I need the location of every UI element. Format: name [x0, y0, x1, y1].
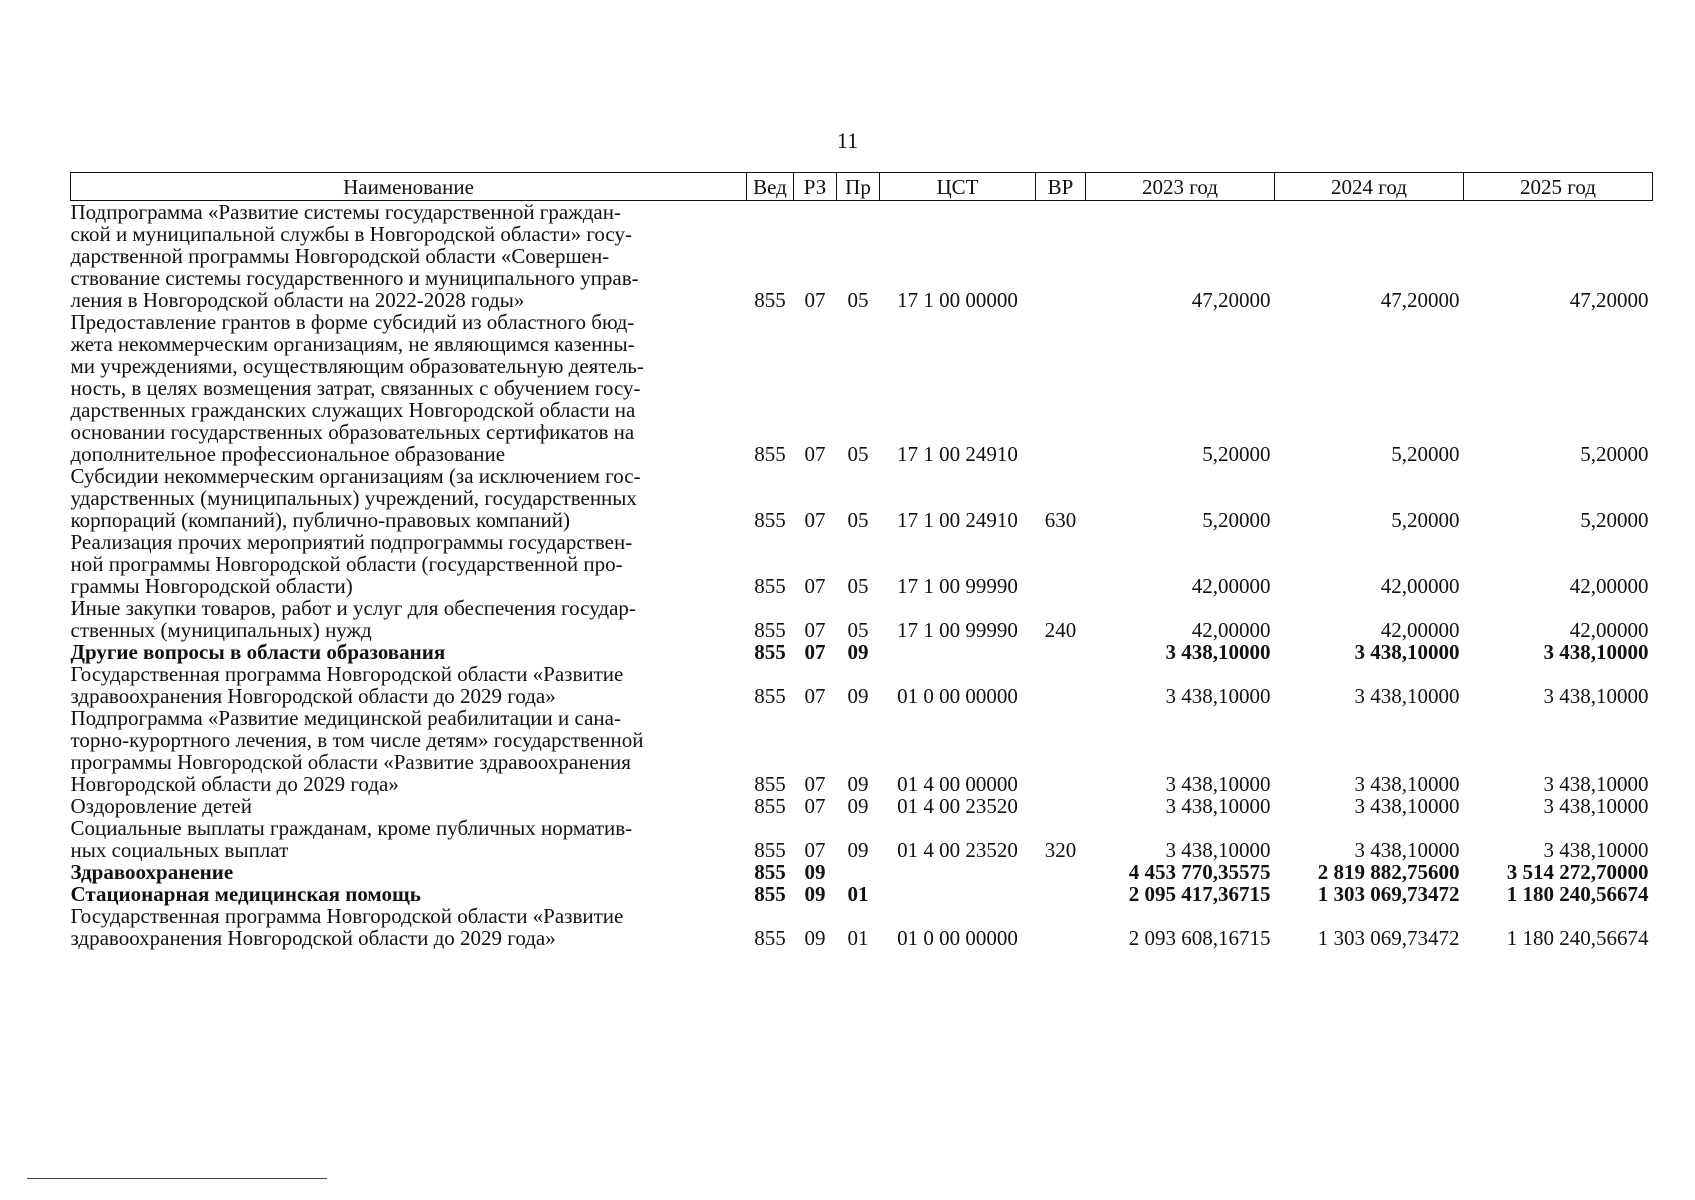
cell-ved: 855	[754, 838, 786, 862]
name-line: ной программы Новгородской области (государственной про-	[70, 552, 623, 576]
cell-cst: 17 1 00 00000	[897, 288, 1018, 312]
name-line: Государственная программа Новгородской области «Развитие	[70, 904, 624, 928]
cell-rz: 09	[804, 926, 826, 950]
cell-pr: 05	[847, 508, 869, 532]
cell-vr	[1036, 707, 1086, 795]
cell-vr	[1036, 795, 1086, 817]
cell-rz: 07	[804, 574, 826, 598]
cell-pr: 01	[847, 882, 869, 906]
table-row	[71, 707, 1653, 795]
name-line: корпораций (компаний), публично-правовых компаний)	[70, 508, 570, 532]
cell-cst: 17 1 00 99990	[897, 618, 1018, 642]
table-row	[71, 663, 1653, 707]
cell-ved: 855	[754, 794, 786, 818]
cell-2024: 5,20000	[1391, 442, 1460, 466]
cell-2024: 2 819 882,75600	[1317, 860, 1460, 884]
header-vr: ВР	[1036, 173, 1086, 201]
table-row	[71, 465, 1653, 531]
header-2023: 2023 год	[1086, 173, 1275, 201]
name-line: ударственных (муниципальных) учреждений, государственных	[70, 486, 637, 510]
cell-2023: 3 438,10000	[1165, 772, 1271, 796]
cell-pr	[837, 861, 880, 883]
cell-2025: 3 514 272,70000	[1506, 860, 1649, 884]
cell-2024: 3 438,10000	[1354, 640, 1460, 664]
cell-cst: 01 4 00 23520	[897, 838, 1018, 862]
cell-2023: 5,20000	[1202, 442, 1271, 466]
table-row	[71, 311, 1653, 465]
cell-rz: 07	[804, 508, 826, 532]
name-line: Предоставление грантов в форме субсидий из областного бюд-	[70, 310, 635, 334]
cell-2025: 42,00000	[1569, 574, 1649, 598]
table-row	[71, 201, 1653, 312]
cell-name	[71, 641, 747, 663]
header-2024: 2024 год	[1275, 173, 1464, 201]
cell-vr	[1036, 883, 1086, 905]
cell-cst: 17 1 00 24910	[897, 508, 1018, 532]
cell-2023: 3 438,10000	[1165, 640, 1271, 664]
cell-cst	[880, 641, 1036, 663]
cell-2025: 47,20000	[1569, 288, 1649, 312]
cell-ved: 855	[754, 640, 786, 664]
cell-2025: 1 180 240,56674	[1506, 882, 1649, 906]
budget-table	[70, 172, 1653, 949]
cell-pr: 09	[847, 838, 869, 862]
name-line: жета некоммерческим организациям, не являющимся казенны-	[70, 332, 635, 356]
cell-ved: 855	[754, 926, 786, 950]
cell-pr: 05	[847, 288, 869, 312]
table-row	[71, 817, 1653, 861]
cell-2023: 42,00000	[1191, 574, 1271, 598]
cell-ved: 855	[754, 772, 786, 796]
cell-2023: 3 438,10000	[1165, 684, 1271, 708]
cell-cst	[880, 883, 1036, 905]
cell-2024: 42,00000	[1380, 574, 1460, 598]
cell-2023: 3 438,10000	[1165, 794, 1271, 818]
cell-vr	[1036, 531, 1086, 597]
cell-name	[71, 465, 747, 531]
name-line: дарственных гражданских служащих Новгородской области на	[70, 398, 636, 422]
cell-2025: 5,20000	[1580, 442, 1649, 466]
cell-rz: 09	[804, 882, 826, 906]
name-line: Субсидии некоммерческим организациям (за исключением гос-	[70, 464, 641, 488]
name-line: дополнительное профессиональное образование	[70, 442, 506, 466]
name-line: ской и муниципальной службы в Новгородской области» госу-	[70, 222, 632, 246]
name-line: ственных (муниципальных) нужд	[70, 618, 372, 642]
cell-2025: 1 180 240,56674	[1506, 926, 1649, 950]
cell-2023: 4 453 770,35575	[1128, 860, 1271, 884]
name-line: здравоохранения Новгородской области до 2029 года»	[70, 926, 556, 950]
cell-name	[71, 311, 747, 465]
cell-2023: 3 438,10000	[1165, 838, 1271, 862]
name-line: ления в Новгородской области на 2022-2028 годы»	[70, 288, 525, 312]
header-name: Наименование	[71, 173, 747, 201]
name-line: здравоохранения Новгородской области до 2029 года»	[70, 684, 556, 708]
cell-pr: 09	[847, 794, 869, 818]
cell-name	[71, 795, 747, 817]
cell-2025: 3 438,10000	[1543, 640, 1649, 664]
cell-2024: 47,20000	[1380, 288, 1460, 312]
cell-cst: 01 4 00 00000	[897, 772, 1018, 796]
cell-ved: 855	[754, 288, 786, 312]
cell-cst: 01 0 00 00000	[897, 684, 1018, 708]
cell-pr: 09	[847, 772, 869, 796]
cell-cst: 17 1 00 99990	[897, 574, 1018, 598]
name-line: дарственной программы Новгородской области «Совершен-	[70, 244, 610, 268]
cell-2025: 3 438,10000	[1543, 794, 1649, 818]
cell-pr: 09	[847, 640, 869, 664]
table-row	[71, 597, 1653, 641]
cell-2023: 42,00000	[1191, 618, 1271, 642]
cell-2025: 3 438,10000	[1543, 838, 1649, 862]
cell-name	[71, 707, 747, 795]
cell-pr: 01	[847, 926, 869, 950]
table-header-row	[71, 173, 1653, 201]
header-ved: Вед	[747, 173, 794, 201]
cell-ved: 855	[754, 860, 786, 884]
cell-ved: 855	[754, 442, 786, 466]
cell-2024: 1 303 069,73472	[1317, 882, 1460, 906]
cell-name	[71, 531, 747, 597]
cell-ved: 855	[754, 684, 786, 708]
header-cst: ЦСТ	[880, 173, 1036, 201]
name-line: Оздоровление детей	[70, 794, 252, 818]
cell-2024: 3 438,10000	[1354, 772, 1460, 796]
cell-rz: 07	[804, 618, 826, 642]
cell-name	[71, 201, 747, 312]
name-line: граммы Новгородской области)	[70, 574, 353, 598]
cell-name	[71, 905, 747, 949]
cell-ved: 855	[754, 618, 786, 642]
cell-rz: 07	[804, 794, 826, 818]
cell-vr	[1036, 905, 1086, 949]
name-line: Государственная программа Новгородской области «Развитие	[70, 662, 624, 686]
name-line: Подпрограмма «Развитие системы государственной граждан-	[70, 200, 621, 224]
cell-vr: 240	[1044, 618, 1077, 642]
table-body	[71, 201, 1653, 950]
table-row	[71, 641, 1653, 663]
name-line: ми учреждениями, осуществляющим образовательную деятель-	[70, 354, 644, 378]
footer-rule	[27, 1178, 327, 1179]
cell-2024: 3 438,10000	[1354, 838, 1460, 862]
name-line: Новгородской области до 2029 года»	[70, 772, 399, 796]
cell-rz: 07	[804, 640, 826, 664]
cell-ved: 855	[754, 508, 786, 532]
table-row	[71, 861, 1653, 883]
name-line: Иные закупки товаров, работ и услуг для обеспечения государ-	[70, 596, 636, 620]
cell-2025: 3 438,10000	[1543, 772, 1649, 796]
name-line: торно-курортного лечения, в том числе детям» государственной	[70, 728, 644, 752]
cell-rz: 09	[804, 860, 826, 884]
name-line: Социальные выплаты гражданам, кроме публичных норматив-	[70, 816, 633, 840]
table-row	[71, 795, 1653, 817]
cell-rz: 07	[804, 684, 826, 708]
cell-name	[71, 663, 747, 707]
header-pr: Пр	[837, 173, 880, 201]
cell-name	[71, 817, 747, 861]
name-line: ных социальных выплат	[70, 838, 289, 862]
cell-name	[71, 597, 747, 641]
cell-cst: 17 1 00 24910	[897, 442, 1018, 466]
cell-cst: 01 4 00 23520	[897, 794, 1018, 818]
name-line: ность, в целях возмещения затрат, связанных с обучением госу-	[70, 376, 641, 400]
cell-rz: 07	[804, 288, 826, 312]
cell-pr: 05	[847, 618, 869, 642]
table-row	[71, 531, 1653, 597]
cell-vr	[1036, 641, 1086, 663]
cell-rz: 07	[804, 772, 826, 796]
cell-vr	[1036, 861, 1086, 883]
name-line: программы Новгородской области «Развитие здравоохранения	[70, 750, 631, 774]
cell-vr	[1036, 311, 1086, 465]
cell-2024: 1 303 069,73472	[1317, 926, 1460, 950]
cell-name	[71, 883, 747, 905]
page-number: 11	[836, 128, 859, 153]
name-line: Реализация прочих мероприятий подпрограммы государствен-	[70, 530, 633, 554]
cell-rz: 07	[804, 442, 826, 466]
cell-2023: 2 095 417,36715	[1128, 882, 1271, 906]
cell-2024: 42,00000	[1380, 618, 1460, 642]
cell-cst	[880, 861, 1036, 883]
name-line: ствование системы государственного и муниципального управ-	[70, 266, 639, 290]
cell-vr: 630	[1044, 508, 1077, 532]
cell-2025: 3 438,10000	[1543, 684, 1649, 708]
cell-vr	[1036, 663, 1086, 707]
cell-2023: 5,20000	[1202, 508, 1271, 532]
name-line: Стационарная медицинская помощь	[70, 882, 421, 906]
cell-2023: 2 093 608,16715	[1128, 926, 1271, 950]
name-line: основании государственных образовательных сертификатов на	[70, 420, 635, 444]
name-line: Другие вопросы в области образования	[70, 640, 446, 664]
cell-2024: 3 438,10000	[1354, 794, 1460, 818]
cell-2025: 42,00000	[1569, 618, 1649, 642]
cell-pr: 09	[847, 684, 869, 708]
cell-pr: 05	[847, 574, 869, 598]
cell-ved: 855	[754, 882, 786, 906]
header-rz: РЗ	[794, 173, 837, 201]
cell-vr: 320	[1044, 838, 1077, 862]
cell-name	[71, 861, 747, 883]
name-line: Здравоохранение	[70, 860, 234, 884]
cell-2024: 3 438,10000	[1354, 684, 1460, 708]
table-row	[71, 883, 1653, 905]
cell-2023: 47,20000	[1191, 288, 1271, 312]
cell-2024: 5,20000	[1391, 508, 1460, 532]
cell-cst: 01 0 00 00000	[897, 926, 1018, 950]
cell-ved: 855	[754, 574, 786, 598]
cell-vr	[1036, 201, 1086, 312]
name-line: Подпрограмма «Развитие медицинской реабилитации и сана-	[70, 706, 621, 730]
header-2025: 2025 год	[1464, 173, 1653, 201]
cell-2025: 5,20000	[1580, 508, 1649, 532]
table-row	[71, 905, 1653, 949]
cell-pr: 05	[847, 442, 869, 466]
cell-rz: 07	[804, 838, 826, 862]
